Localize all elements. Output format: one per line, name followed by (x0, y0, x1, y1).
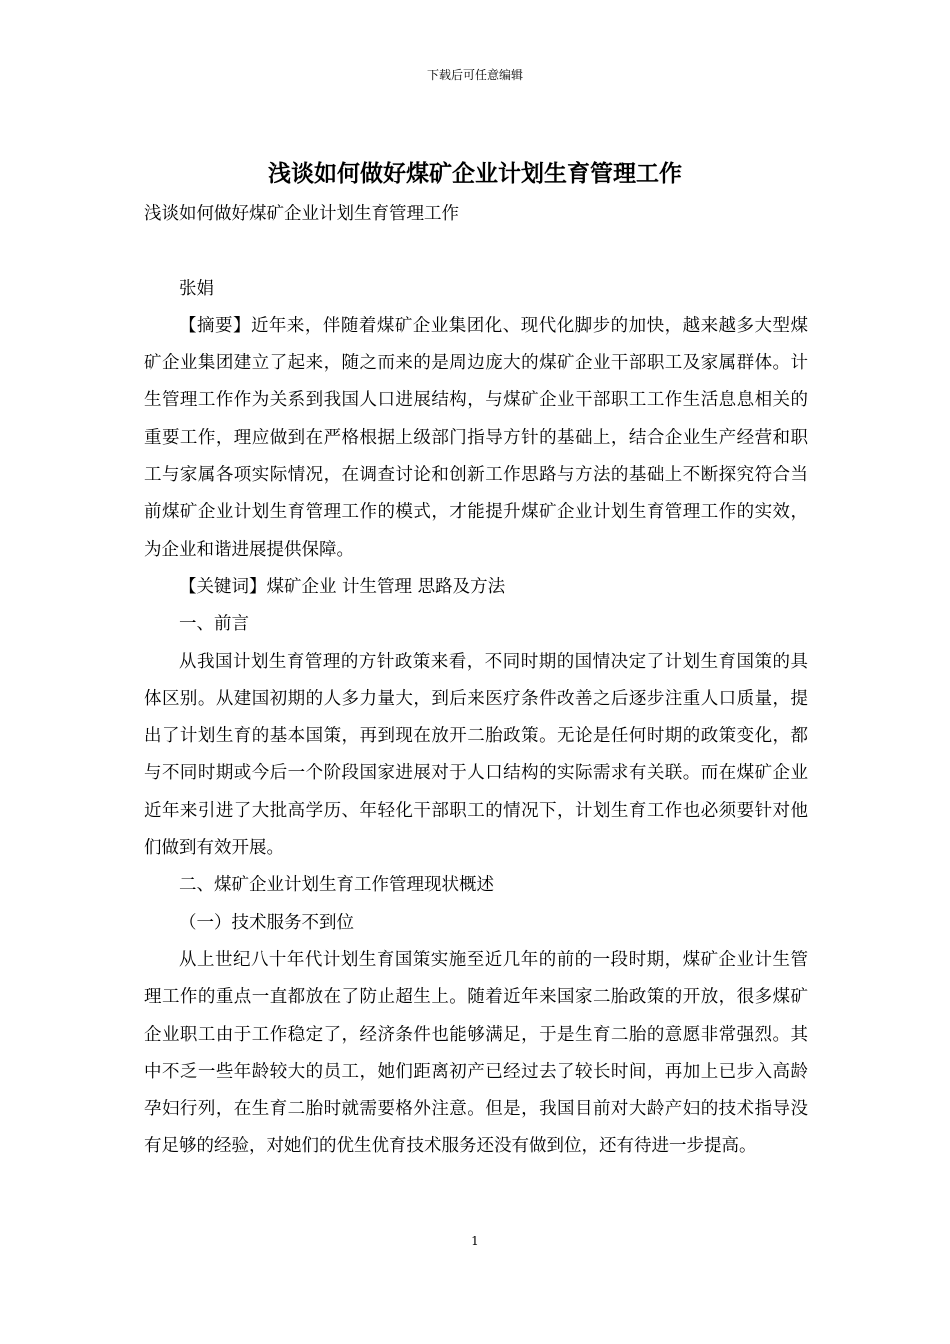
document-title: 浅谈如何做好煤矿企业计划生育管理工作 (268, 161, 682, 187)
body-paragraph: 从我国计划生育管理的方针政策来看，不同时期的国情决定了计划生育国策的具体区别。从建国初期的人多力量大，到后来医疗条件改善之后逐步注重人口质量，提出了计划生育的基本国策，再到现在放开二胎政策。无论是任何时期的政策变化，都与不同时期或今后一个阶段国家进展对于人口结构的实际需求有关联。而在煤矿企业近年来引进了大批高学历、年轻化干部职工的情况下，计划生育工作也必须要针对他们做到有效开展。 (144, 651, 808, 859)
subsection-heading: （一）技术服务不到位 (179, 912, 354, 933)
author-name: 张娟 (179, 278, 214, 299)
page-header: 下载后可任意编辑 (426, 68, 523, 82)
blank-line (144, 233, 808, 270)
document-subtitle: 浅谈如何做好煤矿企业计划生育管理工作 (144, 204, 459, 224)
section-heading: 一、前言 (179, 614, 249, 635)
keywords-line: 【关键词】煤矿企业 计生管理 思路及方法 (179, 576, 506, 597)
document-body (144, 196, 808, 1166)
abstract-paragraph: 【摘要】近年来，伴随着煤矿企业集团化、现代化脚步的加快，越来越多大型煤矿企业集团建立了起来，随之而来的是周边庞大的煤矿企业干部职工及家属群体。计生管理工作作为关系到我国人口进展结构，与煤矿企业干部职工工作生活息息相关的重要工作，理应做到在严格根据上级部门指导方针的基础上，结合企业生产经营和职工与家属各项实际情况，在调查讨论和创新工作思路与方法的基础上不断探究符合当前煤矿企业计划生育管理工作的模式，才能提升煤矿企业计划生育管理工作的实效，为企业和谐进展提供保障。 (144, 315, 808, 560)
page-number: 1 (471, 1234, 479, 1248)
body-paragraph: 从上世纪八十年代计划生育国策实施至近几年的前的一段时期，煤矿企业计生管理工作的重点一直都放在了防止超生上。随着近年来国家二胎政策的开放，很多煤矿企业职工由于工作稳定了，经济条件也能够满足，于是生育二胎的意愿非常强烈。其中不乏一些年龄较大的员工，她们距离初产已经过去了较长时间，再加上已步入高龄孕妇行列，在生育二胎时就需要格外注意。但是，我国目前对大龄产妇的技术指导没有足够的经验，对她们的优生优育技术服务还没有做到位，还有待进一步提高。 (144, 949, 808, 1157)
section-heading: 二、煤矿企业计划生育工作管理现状概述 (179, 875, 494, 896)
